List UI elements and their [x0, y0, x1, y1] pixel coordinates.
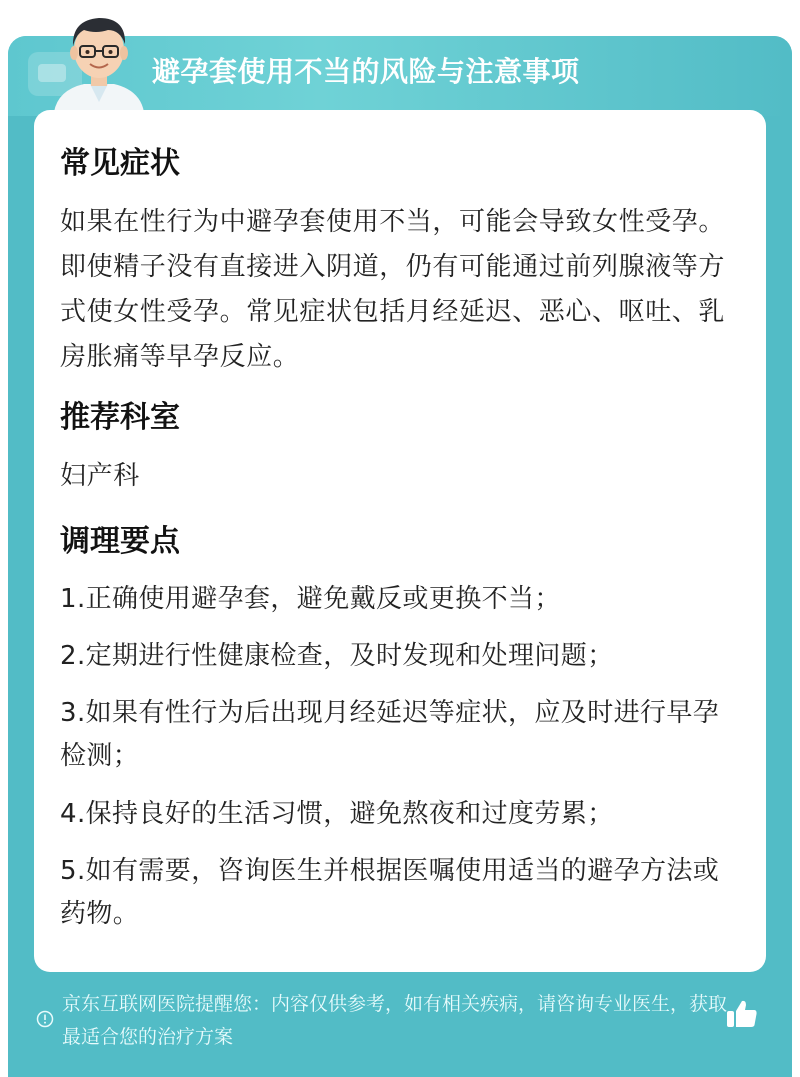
symptoms-text: 如果在性行为中避孕套使用不当，可能会导致女性受孕。即使精子没有直接进入阴道，仍有可能通过前列腺液等方式使女性受孕。常见症状包括月经延迟、恶心、呕吐、乳房胀痛等早孕反应。 — [60, 207, 726, 372]
department-heading: 推荐科室 — [60, 400, 180, 435]
page-title: 避孕套使用不当的风险与注意事项 — [152, 55, 580, 88]
care-item: 2.定期进行性健康检查，及时发现和处理问题； — [60, 641, 614, 671]
disclaimer-text: 京东互联网医院提醒您：内容仅供参考，如有相关疾病，请咨询专业医生，获取最适合您的治疗方案 — [62, 993, 728, 1048]
care-item: 4.保持良好的生活习惯，避免熬夜和过度劳累； — [60, 799, 614, 829]
care-item: 1.正确使用避孕套，避免戴反或更换不当； — [60, 584, 561, 614]
info-circle-icon — [36, 1010, 54, 1028]
symptoms-heading: 常见症状 — [60, 146, 180, 181]
department-text: 妇产科 — [60, 461, 140, 491]
care-item: 5.如有需要，咨询医生并根据医嘱使用适当的避孕方法或药物。 — [60, 856, 720, 929]
care-heading: 调理要点 — [60, 524, 180, 559]
content-card — [34, 110, 766, 972]
doctor-avatar — [44, 6, 154, 112]
thumbs-up-icon[interactable] — [724, 996, 760, 1032]
care-item: 3.如果有性行为后出现月经延迟等症状，应及时进行早孕检测； — [60, 698, 720, 771]
